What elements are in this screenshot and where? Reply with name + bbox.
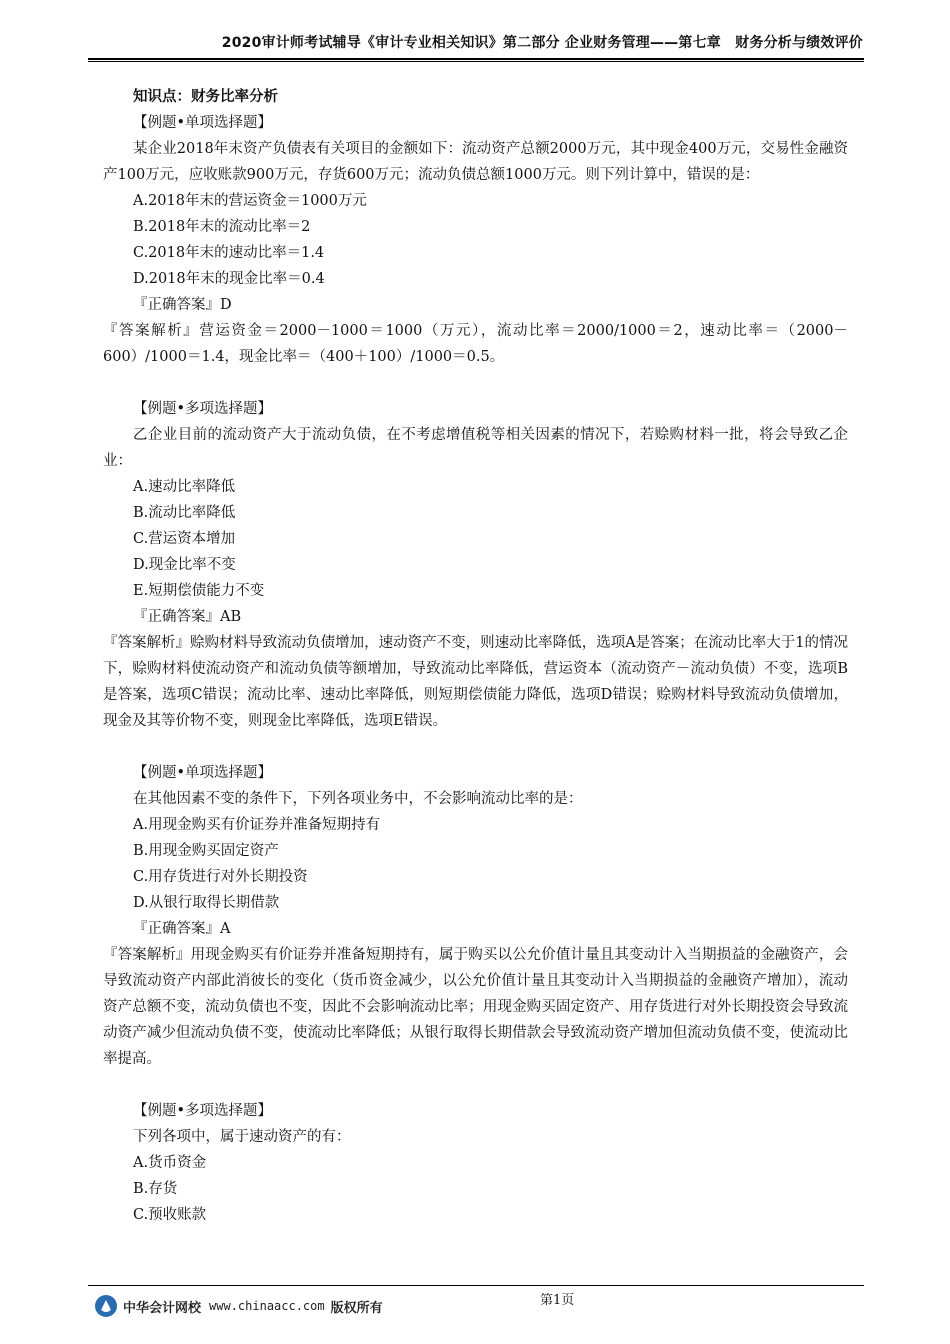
footer-rule bbox=[88, 1285, 864, 1286]
q2-tag: 【例题•多项选择题】 bbox=[133, 401, 273, 417]
q2-analysis: 『答案解析』赊购材料导致流动负债增加，速动资产不变，则速动比率降低，选项A是答案；在流动比率大于1的情况下，赊购材料使流动资产和流动负债等额增加，导致流动比率降低，营运资本（流动资产－流动负债）不变，选项B是答案，选项C错误；流动比率、速动比率降低，则短期偿债能力降低，选项D错误；赊购材料导致流动负债增加，现金及其等价物不变，则现金比率降低，选项E错误。 bbox=[103, 635, 848, 729]
q3-stem: 在其他因素不变的条件下，下列各项业务中，不会影响流动比率的是： bbox=[133, 791, 583, 807]
spacer bbox=[103, 370, 848, 396]
copyright-text: 版权所有 bbox=[330, 1300, 383, 1316]
q3-tag: 【例题•单项选择题】 bbox=[133, 765, 273, 781]
chinaacc-logo-icon bbox=[95, 1295, 117, 1317]
q4-tag: 【例题•多项选择题】 bbox=[133, 1103, 273, 1119]
q1-option-c: C.2018年末的速动比率＝1.4 bbox=[133, 245, 325, 261]
q2-option-c: C.营运资本增加 bbox=[133, 531, 236, 547]
q3-option-d: D.从银行取得长期借款 bbox=[133, 895, 280, 911]
q3-option-a: A.用现金购买有价证券并准备短期持有 bbox=[133, 817, 381, 833]
q4-option-a: A.货币资金 bbox=[133, 1155, 207, 1171]
q2-option-d: D.现金比率不变 bbox=[133, 557, 236, 573]
q1-answer: 『正确答案』D bbox=[133, 297, 232, 313]
section-title: 知识点：财务比率分析 bbox=[133, 89, 278, 105]
q2-answer: 『正确答案』AB bbox=[133, 609, 242, 625]
document-body bbox=[103, 84, 848, 1228]
page-header: 2020审计师考试辅导《审计专业相关知识》第二部分 企业财务管理——第七章 财务分析与绩效评价 bbox=[221, 35, 863, 51]
q3-option-c: C.用存货进行对外长期投资 bbox=[133, 869, 308, 885]
q2-option-a: A.速动比率降低 bbox=[133, 479, 236, 495]
q2-stem: 乙企业目前的流动资产大于流动负债，在不考虑增值税等相关因素的情况下，若赊购材料一批，将会导致乙企业： bbox=[103, 427, 848, 469]
q4-option-c: C.预收账款 bbox=[133, 1207, 207, 1223]
page-number: 第1页 bbox=[540, 1293, 575, 1308]
q2-option-e: E.短期偿债能力不变 bbox=[133, 583, 265, 599]
spacer bbox=[103, 1072, 848, 1098]
q2-option-b: B.流动比率降低 bbox=[133, 505, 236, 521]
footer-brand bbox=[95, 1295, 383, 1317]
q1-stem: 某企业2018年末资产负债表有关项目的金额如下：流动资产总额2000万元，其中现金400万元，交易性金融资产100万元，应收账款900万元，存货600万元；流动负债总额1000万元。则下列计算中，错误的是： bbox=[103, 141, 848, 183]
q1-analysis: 『答案解析』营运资金＝2000－1000＝1000（万元），流动比率＝2000/1000＝2，速动比率＝（2000－600）/1000＝1.4，现金比率＝（400＋100）/1000＝0.5。 bbox=[103, 323, 848, 365]
site-url[interactable]: www.chinaacc.com bbox=[209, 1299, 325, 1313]
q4-stem: 下列各项中，属于速动资产的有： bbox=[133, 1129, 351, 1145]
spacer bbox=[103, 734, 848, 760]
q4-option-b: B.存货 bbox=[133, 1181, 178, 1197]
q3-answer: 『正确答案』A bbox=[133, 921, 231, 937]
q1-option-a: A.2018年末的营运资金＝1000万元 bbox=[133, 193, 367, 209]
q3-analysis: 『答案解析』用现金购买有价证券并准备短期持有，属于购买以公允价值计量且其变动计入当期损益的金融资产，会导致流动资产内部此消彼长的变化（货币资金减少，以公允价值计量且其变动计入当期损益的金融资产增加），流动资产总额不变，流动负债也不变，因此不会影响流动比率；用现金购买固定资产、用存货进行对外长期投资会导致流动资产减少但流动负债不变，使流动比率降低；从银行取得长期借款会导致流动资产增加但流动负债不变，使流动比率提高。 bbox=[103, 947, 848, 1067]
q3-option-b: B.用现金购买固定资产 bbox=[133, 843, 279, 859]
brand-name: 中华会计网校 bbox=[123, 1300, 202, 1316]
header-rule bbox=[88, 58, 864, 62]
q1-option-b: B.2018年末的流动比率＝2 bbox=[133, 219, 311, 235]
q1-tag: 【例题•单项选择题】 bbox=[133, 115, 273, 131]
q1-option-d: D.2018年末的现金比率＝0.4 bbox=[133, 271, 325, 287]
